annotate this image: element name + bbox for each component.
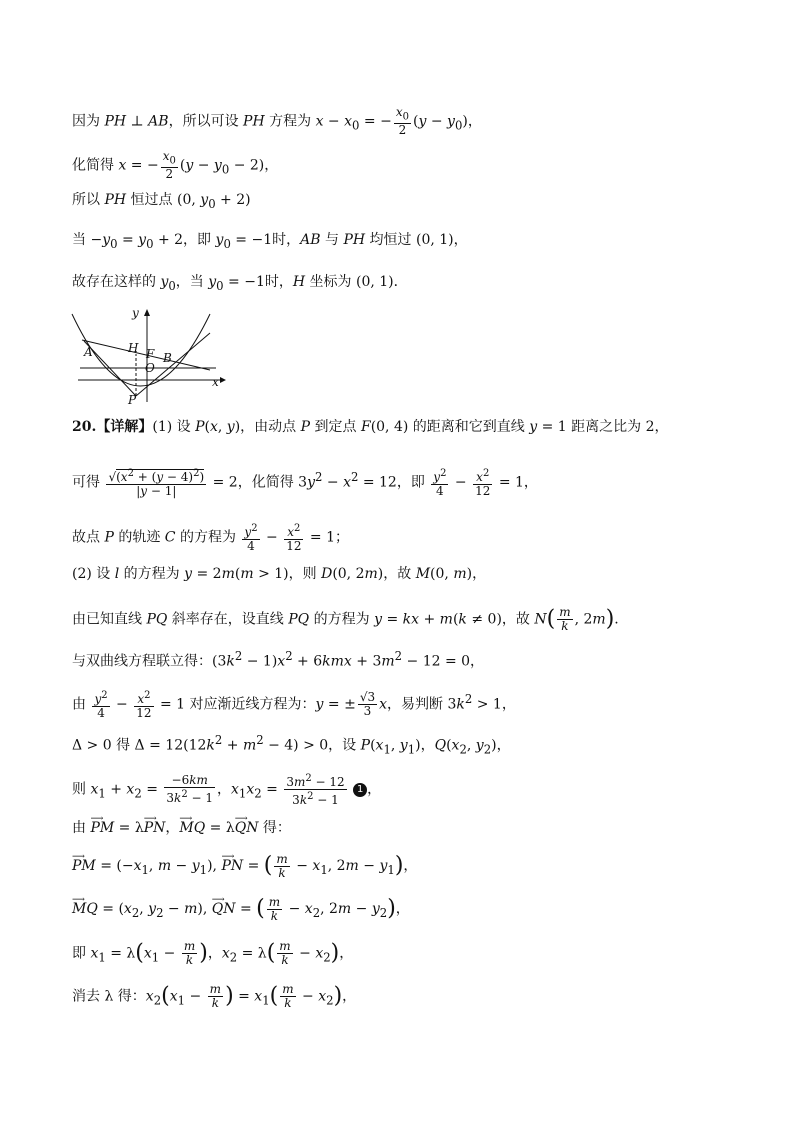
line-14: 则 $x_1 + x_2$ = $\frac{-6km}{3k^2 - 1}$ ，$x_1x_2$ = $\frac{3m^2 - 12}{3k^2 - 1}$ 1 ， <box>72 773 382 807</box>
line-17: ⟶ MQ = ($x_2$, $y_2 - m$), ⟶ QN = ( $\frac{m}{k}$ − $x_2$, $2m - y_2$)， <box>72 895 410 923</box>
line-7: 可得 $\frac{√(x^2 + (y - 4)^2)}{|y - 1|}$ = 2，化简得 $3y^2 - x^2 = 12$，即 $\frac{y^2}{4}$ − $\frac{x^2}{12}$ = 1， <box>72 468 538 498</box>
line-4: 当 $-y_0 = y_0 + 2$，即 $y_0 = -1$时，AB 与 PH 均恒过 (0, 1)， <box>72 232 468 251</box>
y-axis-arrow <box>144 309 150 316</box>
line-3: 所以 PH 恒过点 (0, $y_0 + 2$) <box>72 192 251 211</box>
label-p: P <box>128 393 137 407</box>
line-18: 即 $x_1 = \lambda(x_1$ − $\frac{m}{k}$ )，$x_2 = \lambda$( $\frac{m}{k}$ − $x_2$)， <box>72 939 354 967</box>
line-1: 因为 PH ⊥ AB，所以可设 PH 方程为 $x - x_0$ = − $\frac{x_0}{2}$ $(y - y_0)$， <box>72 105 482 138</box>
equation-number-badge: 1 <box>353 783 367 797</box>
line-16: ⟶ PM = ($-x_1$, $m - y_1$), ⟶ PN = ( $\frac{m}{k}$ − $x_1$, $2m - y_1$)， <box>72 852 417 880</box>
label-h: H <box>128 341 139 355</box>
label-o: O <box>145 361 155 375</box>
line-5: 故存在这样的 $y_0$，当 $y_0 = -1$时，H 坐标为 (0, 1)． <box>72 274 408 293</box>
line-9: (2) 设 l 的方程为 y = 2m(m > 1)，则 D(0, 2m)，故 M(0, m)， <box>72 566 487 582</box>
line-19: 消去 λ 得：$x_2(x_1$ − $\frac{m}{k}$ ) = $x_1$( $\frac{m}{k}$ − $x_2$)， <box>72 982 357 1010</box>
label-y: y <box>132 308 139 320</box>
line-2: 化简得 x = − $\frac{x_0}{2}$ $(y - y_0 - 2)$， <box>72 149 279 182</box>
label-x: x <box>212 375 219 389</box>
line-8: 故点 P 的轨迹 C 的方程为 $\frac{y^2}{4}$ − $\frac{x^2}{12}$ = 1； <box>72 523 350 553</box>
x-axis-arrow <box>220 377 226 383</box>
geometry-figure <box>70 308 230 408</box>
line-13: Δ > 0 得 $\Delta = 12(12k^2 + m^2 - 4) > 0$，设 $P(x_1$, $y_1$)，$Q(x_2$, $y_2$)， <box>72 733 511 757</box>
line-6: 20.【详解】(1) 设 P(x, y)，由动点 P 到定点 F(0, 4) 的距离和它到直线 y = 1 距离之比为 2， <box>72 419 669 435</box>
label-a: A <box>84 345 93 359</box>
label-f: F <box>146 347 155 361</box>
label-b: B <box>163 351 172 365</box>
line-15: 由 ⟶ PM = λ⟶ PN，⟶ MQ = λ⟶ QN 得： <box>72 814 291 837</box>
line-11: 与双曲线方程联立得：$(3k^2 - 1)x^2 + 6kmx + 3m^2 - 12 = 0$， <box>72 649 485 670</box>
line-10: 由已知直线 PQ 斜率存在，设直线 PQ 的方程为 y = kx + m(k ≠ 0)，故 N( $\frac{m}{k}$ , 2m). <box>72 605 619 633</box>
line-12: 由 $\frac{y^2}{4}$ − $\frac{x^2}{12}$ = 1 对应渐近线方程为：y = ± $\frac{√3}{3}$ x，易判断 $3k^2 > 1$， <box>72 690 516 720</box>
